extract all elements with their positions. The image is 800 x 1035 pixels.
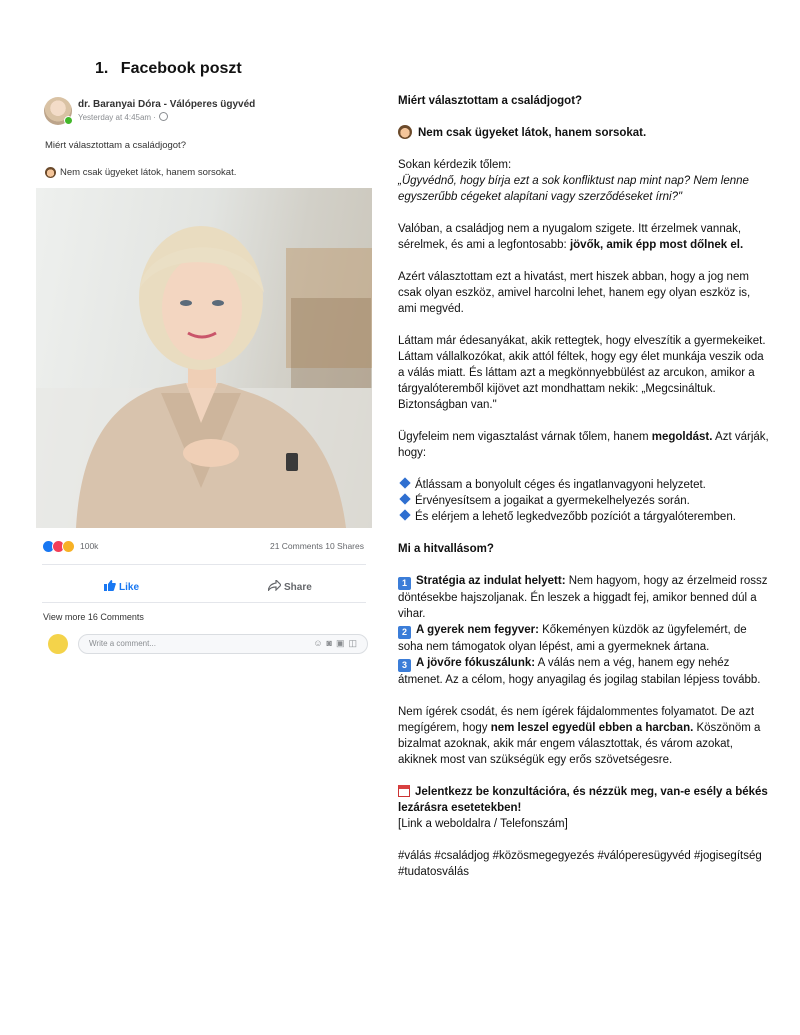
creed-list bbox=[398, 573, 770, 688]
paragraph-experience: Láttam már édesanyákat, akik rettegtek, hogy elveszítik a gyermekeiket. Láttam vállalkozókat, akik attól féltek, hogy egy élet munkája veszik oda a válás miatt. És láttam azt a megkönnyebbülést az arcukon, amikor a tárgyalóteremből kijövet azt mondhattam nekik: „Megcsináltuk. Biztonságban van." bbox=[398, 335, 766, 411]
comment-placeholder: Write a comment... bbox=[89, 639, 156, 648]
calendar-icon bbox=[398, 785, 410, 797]
list-item: Átlássam a bonyolult céges és ingatlanvagyoni helyzetet. bbox=[398, 479, 706, 491]
paragraph-promise: Nem ígérek csodát, és nem ígérek fájdalommentes folyamatot. De azt megígérem, hogy nem leszel egyedül ebben a harcban. Köszönöm a bizalmat azoknak, akik már engem választottak, és várom azokat, akiknek most van szükségük egy erős szövetségesre. bbox=[398, 706, 761, 766]
keycap-2-icon: 2 bbox=[398, 626, 411, 639]
creed-item: 1 Stratégia az indulat helyett: Nem hagyom, hogy az érzelmeid rossz döntésekbe hajszoljanak. Én leszek a higgadt fej, amikor benned dúl a vihar. bbox=[398, 575, 768, 620]
divider bbox=[42, 602, 366, 603]
blue-diamond-icon bbox=[399, 477, 410, 488]
article-title: Miért választottam a családjogot? bbox=[398, 95, 583, 107]
client-quote: „Ügyvédnő, hogy bírja ezt a sok konfliktust nap mint nap? Nem lenne egyszerűbb cégeket alapítani vagy szerződéseket írni?" bbox=[398, 175, 749, 203]
section-title: Facebook poszt bbox=[120, 60, 242, 77]
view-more-comments-link[interactable]: View more 16 Comments bbox=[43, 612, 144, 622]
section-heading bbox=[95, 60, 242, 78]
divider bbox=[42, 564, 366, 565]
comments-shares-count[interactable]: 21 Comments 10 Shares bbox=[269, 541, 364, 551]
comment-composer bbox=[46, 632, 372, 656]
emoji-icon[interactable]: ☺ bbox=[313, 638, 327, 648]
facebook-post-mock bbox=[36, 92, 372, 648]
expectations-list bbox=[398, 477, 770, 525]
post-header bbox=[36, 92, 372, 132]
comment-tools bbox=[313, 638, 361, 649]
haha-reaction-icon bbox=[62, 540, 75, 553]
post-actions bbox=[36, 578, 372, 598]
article-subtitle: Nem csak ügyeket látok, hanem sorsokat. bbox=[398, 125, 770, 141]
paragraph-clients: Ügyfeleim nem vigasztalást várnak tőlem, hanem megoldást. Azt várják, hogy: bbox=[398, 431, 769, 459]
commenter-avatar bbox=[48, 634, 68, 654]
creed-item: 2 A gyerek nem fegyver: Kőkeményen küzdök az ügyfelemért, de soha nem támogatok olyan lépést, ami a gyermeknek ártana. bbox=[398, 624, 747, 653]
like-button[interactable]: Like bbox=[104, 580, 139, 593]
gif-icon[interactable]: ▣ bbox=[335, 638, 349, 648]
keycap-3-icon: 3 bbox=[398, 659, 411, 672]
contact-link-placeholder[interactable]: [Link a weboldalra / Telefonszám] bbox=[398, 818, 568, 830]
author-name[interactable]: dr. Baranyai Dóra - Válóperes ügyvéd bbox=[78, 99, 256, 110]
portrait-illustration bbox=[36, 188, 372, 528]
paragraph-reality: Valóban, a családjog nem a nyugalom szigete. Itt érzelmek vannak, sérelmek, és ami a legfontosabb: jövők, amik épp most dőlnek el. bbox=[398, 223, 744, 251]
creed-title: Mi a hitvallásom? bbox=[398, 543, 494, 555]
sticker-icon[interactable]: ◫ bbox=[348, 638, 361, 648]
post-stats bbox=[36, 540, 372, 554]
online-status-icon bbox=[64, 116, 73, 125]
post-copy bbox=[398, 93, 770, 896]
post-time: Yesterday at 4:45am · bbox=[78, 112, 168, 122]
author-avatar[interactable] bbox=[44, 97, 72, 125]
reactions-count[interactable]: 100k bbox=[80, 541, 99, 551]
post-photo[interactable] bbox=[36, 188, 372, 528]
creed-item: 3 A jövőre fókuszálunk: A válás nem a vég, hanem egy nehéz átmenet. Az a célom, hogy anyagilag és jogilag stabilan lépjess tovább. bbox=[398, 657, 761, 686]
section-number: 1. bbox=[95, 60, 109, 77]
post-text-line2: Nem csak ügyeket látok, hanem sorsokat. bbox=[45, 167, 236, 178]
thumbs-up-icon bbox=[104, 580, 116, 591]
paragraph-question: Sokan kérdezik tőlem: „Ügyvédnő, hogy bírja ezt a sok konfliktust nap mint nap? Nem lenne egyszerűbb cégeket alapítani vagy szerződéseket írni?" bbox=[398, 159, 749, 203]
blue-diamond-icon bbox=[399, 493, 410, 504]
list-item: Érvényesítsem a jogaikat a gyermekelhelyezés során. bbox=[398, 495, 690, 507]
comment-input[interactable] bbox=[78, 634, 368, 654]
globe-icon bbox=[159, 112, 168, 121]
share-button[interactable]: Share bbox=[268, 580, 312, 593]
paragraph-calling: Azért választottam ezt a hivatást, mert hiszek abban, hogy a jog nem csak olyan eszköz, amivel harcolni lehet, hanem egy olyan eszköz is, ami megvéd. bbox=[398, 271, 751, 315]
reaction-icons[interactable] bbox=[42, 540, 72, 552]
call-to-action: Jelentkezz be konzultációra, és nézzük meg, van-e esély a békés lezárásra esetetekben! [Link a weboldalra / Telefonszám] bbox=[398, 786, 768, 830]
keycap-1-icon: 1 bbox=[398, 577, 411, 590]
share-arrow-icon bbox=[268, 580, 281, 591]
blue-diamond-icon bbox=[399, 509, 410, 520]
post-text-line1: Miért választottam a családjogot? bbox=[45, 140, 186, 151]
woman-emoji-icon bbox=[45, 167, 56, 178]
woman-emoji-icon bbox=[398, 125, 412, 139]
hashtags[interactable]: #válás #családjog #közösmegegyezés #válóperesügyvéd #jogisegítség #tudatosválás bbox=[398, 850, 762, 878]
camera-icon[interactable]: ◙ bbox=[326, 638, 336, 648]
list-item: És elérjem a lehető legkedvezőbb pozíciót a tárgyalóteremben. bbox=[398, 511, 736, 523]
